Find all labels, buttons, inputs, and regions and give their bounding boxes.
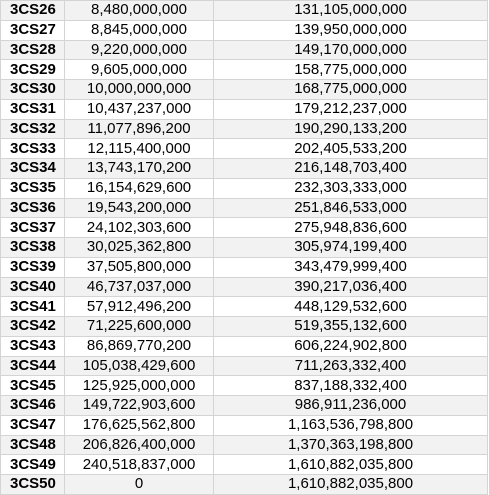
cumulative-cell[interactable]: 1,370,363,198,800 (214, 435, 488, 455)
row-id-cell[interactable]: 3CS39 (1, 257, 65, 277)
table-row (1, 415, 488, 435)
value-cell[interactable]: 206,826,400,000 (65, 435, 214, 455)
row-id-cell[interactable]: 3CS44 (1, 356, 65, 376)
table-row (1, 40, 488, 60)
value-cell[interactable]: 37,505,800,000 (65, 257, 214, 277)
value-cell[interactable]: 19,543,200,000 (65, 198, 214, 218)
table-row (1, 218, 488, 238)
value-cell[interactable]: 8,845,000,000 (65, 20, 214, 40)
table-row (1, 80, 488, 100)
row-id-cell[interactable]: 3CS46 (1, 396, 65, 416)
table-row (1, 455, 488, 475)
value-cell[interactable]: 0 (65, 475, 214, 495)
value-cell[interactable]: 30,025,362,800 (65, 238, 214, 258)
row-id-cell[interactable]: 3CS49 (1, 455, 65, 475)
row-id-cell[interactable]: 3CS30 (1, 80, 65, 100)
value-cell[interactable]: 10,000,000,000 (65, 80, 214, 100)
cumulative-cell[interactable]: 837,188,332,400 (214, 376, 488, 396)
cumulative-cell[interactable]: 131,105,000,000 (214, 1, 488, 21)
table-row (1, 178, 488, 198)
cumulative-cell[interactable]: 232,303,333,000 (214, 178, 488, 198)
cumulative-cell[interactable]: 149,170,000,000 (214, 40, 488, 60)
cumulative-cell[interactable]: 251,846,533,000 (214, 198, 488, 218)
table-row (1, 198, 488, 218)
value-cell[interactable]: 9,220,000,000 (65, 40, 214, 60)
cumulative-cell[interactable]: 1,610,882,035,800 (214, 455, 488, 475)
cumulative-cell[interactable]: 1,163,536,798,800 (214, 415, 488, 435)
value-cell[interactable]: 46,737,037,000 (65, 277, 214, 297)
row-id-cell[interactable]: 3CS43 (1, 336, 65, 356)
cumulative-cell[interactable]: 519,355,132,600 (214, 317, 488, 337)
row-id-cell[interactable]: 3CS35 (1, 178, 65, 198)
value-cell[interactable]: 105,038,429,600 (65, 356, 214, 376)
table-row (1, 475, 488, 495)
table-row (1, 376, 488, 396)
cumulative-cell[interactable]: 1,610,882,035,800 (214, 475, 488, 495)
value-cell[interactable]: 149,722,903,600 (65, 396, 214, 416)
cumulative-cell[interactable]: 168,775,000,000 (214, 80, 488, 100)
table-row (1, 20, 488, 40)
table-body (1, 1, 488, 495)
value-cell[interactable]: 24,102,303,600 (65, 218, 214, 238)
value-cell[interactable]: 10,437,237,000 (65, 99, 214, 119)
row-id-cell[interactable]: 3CS37 (1, 218, 65, 238)
table-row (1, 119, 488, 139)
table-row (1, 356, 488, 376)
row-id-cell[interactable]: 3CS34 (1, 159, 65, 179)
table-row (1, 60, 488, 80)
row-id-cell[interactable]: 3CS27 (1, 20, 65, 40)
cumulative-cell[interactable]: 190,290,133,200 (214, 119, 488, 139)
row-id-cell[interactable]: 3CS45 (1, 376, 65, 396)
cumulative-cell[interactable]: 343,479,999,400 (214, 257, 488, 277)
cumulative-cell[interactable]: 216,148,703,400 (214, 159, 488, 179)
cumulative-cell[interactable]: 711,263,332,400 (214, 356, 488, 376)
cumulative-cell[interactable]: 179,212,237,000 (214, 99, 488, 119)
cumulative-cell[interactable]: 158,775,000,000 (214, 60, 488, 80)
cumulative-cell[interactable]: 139,950,000,000 (214, 20, 488, 40)
table-row (1, 277, 488, 297)
row-id-cell[interactable]: 3CS29 (1, 60, 65, 80)
table-row (1, 336, 488, 356)
row-id-cell[interactable]: 3CS50 (1, 475, 65, 495)
value-cell[interactable]: 8,480,000,000 (65, 1, 214, 21)
value-cell[interactable]: 176,625,562,800 (65, 415, 214, 435)
cumulative-cell[interactable]: 390,217,036,400 (214, 277, 488, 297)
row-id-cell[interactable]: 3CS42 (1, 317, 65, 337)
table-row (1, 1, 488, 21)
cumulative-cell[interactable]: 275,948,836,600 (214, 218, 488, 238)
row-id-cell[interactable]: 3CS48 (1, 435, 65, 455)
value-cell[interactable]: 125,925,000,000 (65, 376, 214, 396)
row-id-cell[interactable]: 3CS41 (1, 297, 65, 317)
cumulative-cell[interactable]: 448,129,532,600 (214, 297, 488, 317)
table-row (1, 257, 488, 277)
cumulative-cell[interactable]: 606,224,902,800 (214, 336, 488, 356)
row-id-cell[interactable]: 3CS33 (1, 139, 65, 159)
value-cell[interactable]: 12,115,400,000 (65, 139, 214, 159)
table-row (1, 435, 488, 455)
table-row (1, 99, 488, 119)
cumulative-cell[interactable]: 202,405,533,200 (214, 139, 488, 159)
value-cell[interactable]: 86,869,770,200 (65, 336, 214, 356)
value-cell[interactable]: 16,154,629,600 (65, 178, 214, 198)
row-id-cell[interactable]: 3CS47 (1, 415, 65, 435)
value-cell[interactable]: 9,605,000,000 (65, 60, 214, 80)
value-cell[interactable]: 11,077,896,200 (65, 119, 214, 139)
row-id-cell[interactable]: 3CS26 (1, 1, 65, 21)
table-row (1, 297, 488, 317)
value-cell[interactable]: 57,912,496,200 (65, 297, 214, 317)
value-cell[interactable]: 240,518,837,000 (65, 455, 214, 475)
row-id-cell[interactable]: 3CS40 (1, 277, 65, 297)
table-row (1, 396, 488, 416)
cumulative-cell[interactable]: 986,911,236,000 (214, 396, 488, 416)
row-id-cell[interactable]: 3CS32 (1, 119, 65, 139)
value-cell[interactable]: 71,225,600,000 (65, 317, 214, 337)
table-row (1, 159, 488, 179)
table-row (1, 139, 488, 159)
cumulative-cell[interactable]: 305,974,199,400 (214, 238, 488, 258)
row-id-cell[interactable]: 3CS28 (1, 40, 65, 60)
table-row (1, 317, 488, 337)
row-id-cell[interactable]: 3CS38 (1, 238, 65, 258)
row-id-cell[interactable]: 3CS36 (1, 198, 65, 218)
row-id-cell[interactable]: 3CS31 (1, 99, 65, 119)
table-row (1, 238, 488, 258)
value-cell[interactable]: 13,743,170,200 (65, 159, 214, 179)
